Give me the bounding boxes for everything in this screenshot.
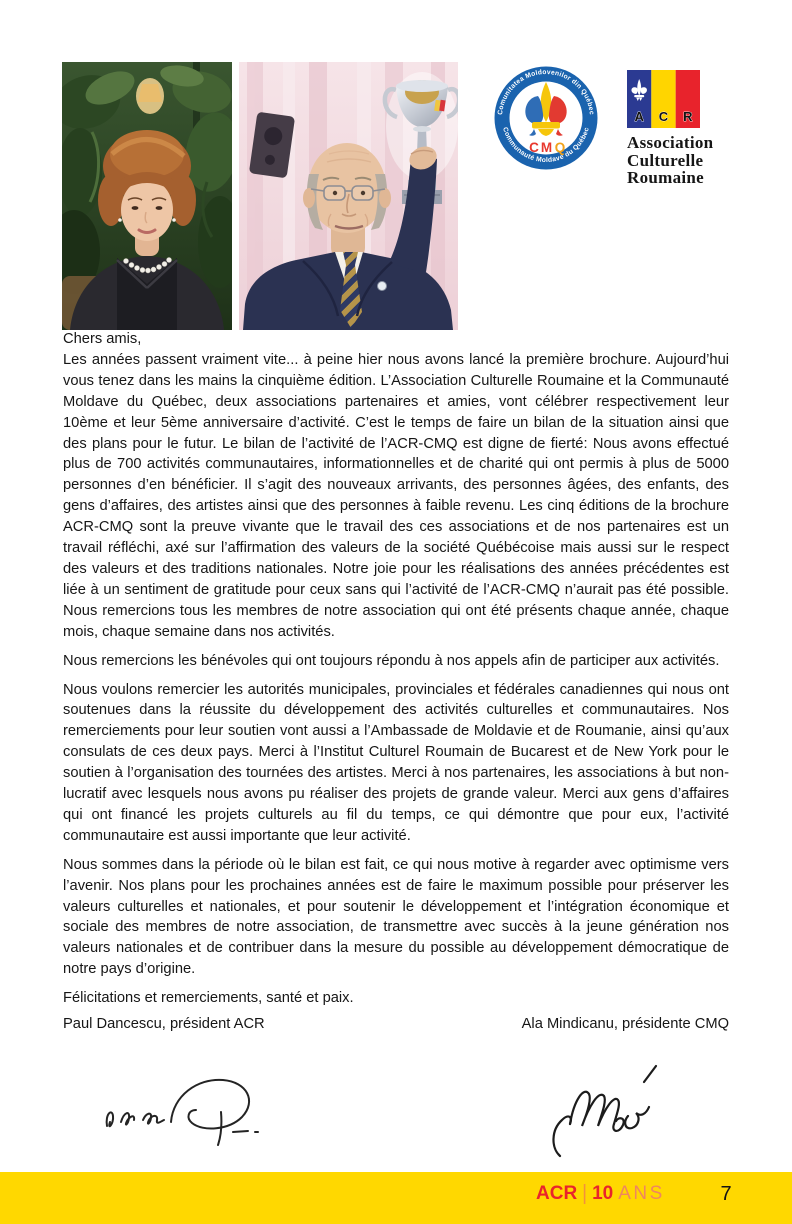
acr-flag-logo [627,70,700,128]
photo-man-with-trophy [239,62,458,330]
flag-letter-c: C [658,109,669,124]
acr-flag-svg [627,70,700,128]
footer-bar [0,1172,792,1224]
footer-ans-label: ANS [618,1183,665,1204]
cmq-letter-c: C [529,140,539,155]
cmq-logo [494,66,598,170]
letter-paragraph-5: Félicitations et remerciements, santé et paix. [63,990,354,1007]
footer-brand [536,1181,665,1206]
footer-ten-label: 10 [592,1183,614,1204]
signature-ala-mindicanu [548,1058,663,1166]
cmq-arc-top-text: Comunitatea Moldovenilor din Québec [497,68,595,116]
cmq-arc-bottom-text: Communauté Moldave du Québec [501,126,591,165]
letter-paragraph-1: Les années passent vraiment vite... à peine hier nous avons lancé la première brochure. Aujourd’hui vous tenez dans les mains la cinquième édition. L’Association Culturelle Roumaine et la Communauté Moldave du Québec, deux associations partenaires et amies, vont célébrer respectivement leur 10ème et leur 5ème anniversaire d’activité. C’est le temps de faire un bilan de la situation ainsi que des plans pour le futur. Le bilan de l’activité de l’ACR-CMQ est digne de fierté: Nous avons effectué plus de 700 activités communautaires, informationnelles et de charité qui ont permis à plus de 5000 personnes d’en bénéficier. Il s’agit des nouveaux arrivants, des personnes âgées, des enfants, des gens d’affaires, des artistes ainsi que des personnes à faible revenu. Les cinq éditions de la brochure ACR-CMQ sont la preuve vivante que le travail des ces associations et de nos partenaires est un travail réfléchi, axé sur l’affirmation des valeurs de la société Québécoise mais aussi sur le respect des valeurs et des traditions nationales. Notre joie pour les réalisations des années précédentes est liée à un sentiment de gratitude pour ceux sans qui l’activité de l’ACR-CMQ n’aurait pas été possible. Nous remercions tous les membres de notre association qui ont été présents chaque année, chaque mois, chaque semaine dans nos activités. [63,351,729,640]
letter-paragraph-4: Nous sommes dans la période où le bilan est fait, ce qui nous motive à regarder avec optimisme vers l’avenir. Nos plans pour les prochaines années est de faire le maximum possible pour préserver les valeurs culturelles et nationales, et pour soutenir le développement et l’intégration économique et sociale des membres de notre association, de transmettre avec succès à la jeune génération nos valeurs nationales et de contribuer dans la mesure du possible au développement démocratique de notre pays d’origine. [63,856,729,978]
man-trophy-illustration [239,62,458,330]
letter-paragraph-2: Nous remercions les bénévoles qui ont toujours répondu à nos appels afin de participer aux activités. [63,652,720,669]
cmq-letter-q: Q [554,140,566,155]
signoff-names-row [63,1016,729,1032]
signoff-right-name: Ala Mindicanu, présidente CMQ [521,1016,729,1032]
signature-right-svg [548,1058,663,1166]
acr-wordmark-line3: Roumaine [627,168,705,187]
letter-body [63,329,729,1009]
acr-wordmark-line2: Culturelle [627,150,704,170]
cmq-monogram [529,140,565,155]
page-number: 7 [720,1183,732,1205]
woman-portrait-illustration [62,62,232,330]
flag-letter-r: R [683,109,693,124]
signoff-left-name: Paul Dancescu, président ACR [63,1016,265,1032]
cmq-letter-m: M [540,140,553,155]
footer-acr-label: ACR [536,1183,578,1204]
acr-wordmark-line1: Association [627,133,714,152]
footer-separator: | [582,1181,588,1206]
letter-paragraph-3: Nous voulons remercier les autorités municipales, provinciales et fédérales canadiennes qui nous ont soutenues dans la réussite du développement des activités culturelles et communautaires. Nos remerciements pour leur soutien vont aussi a l’Ambassade de Moldavie et de Roumanie, ainsi qu’aux consulats de ces deux pays. Merci à l’Institut Culturel Roumain de Bucarest et de New York pour le soutien à l’organisation des tournées des artistes. Merci à nos partenaires, les associations à but non-lucratif avec lesquels nous avons pu réaliser des projets de grande valeur. Merci aux gens d’affaires qui ont financé les projets culturels au fil du temps, ce qui démontre que pour eux, l’activité communautaire est aussi importante que leur activité. [63,681,729,844]
cmq-logo-svg [494,66,598,170]
signature-paul-dancescu [97,1068,272,1156]
acr-flag-letters [635,109,694,124]
acr-wordmark [627,134,713,187]
signature-left-svg [97,1068,272,1156]
flag-letter-a: A [634,109,644,124]
letter-salutation: Chers amis, [63,331,142,347]
photo-woman-portrait [62,62,232,330]
